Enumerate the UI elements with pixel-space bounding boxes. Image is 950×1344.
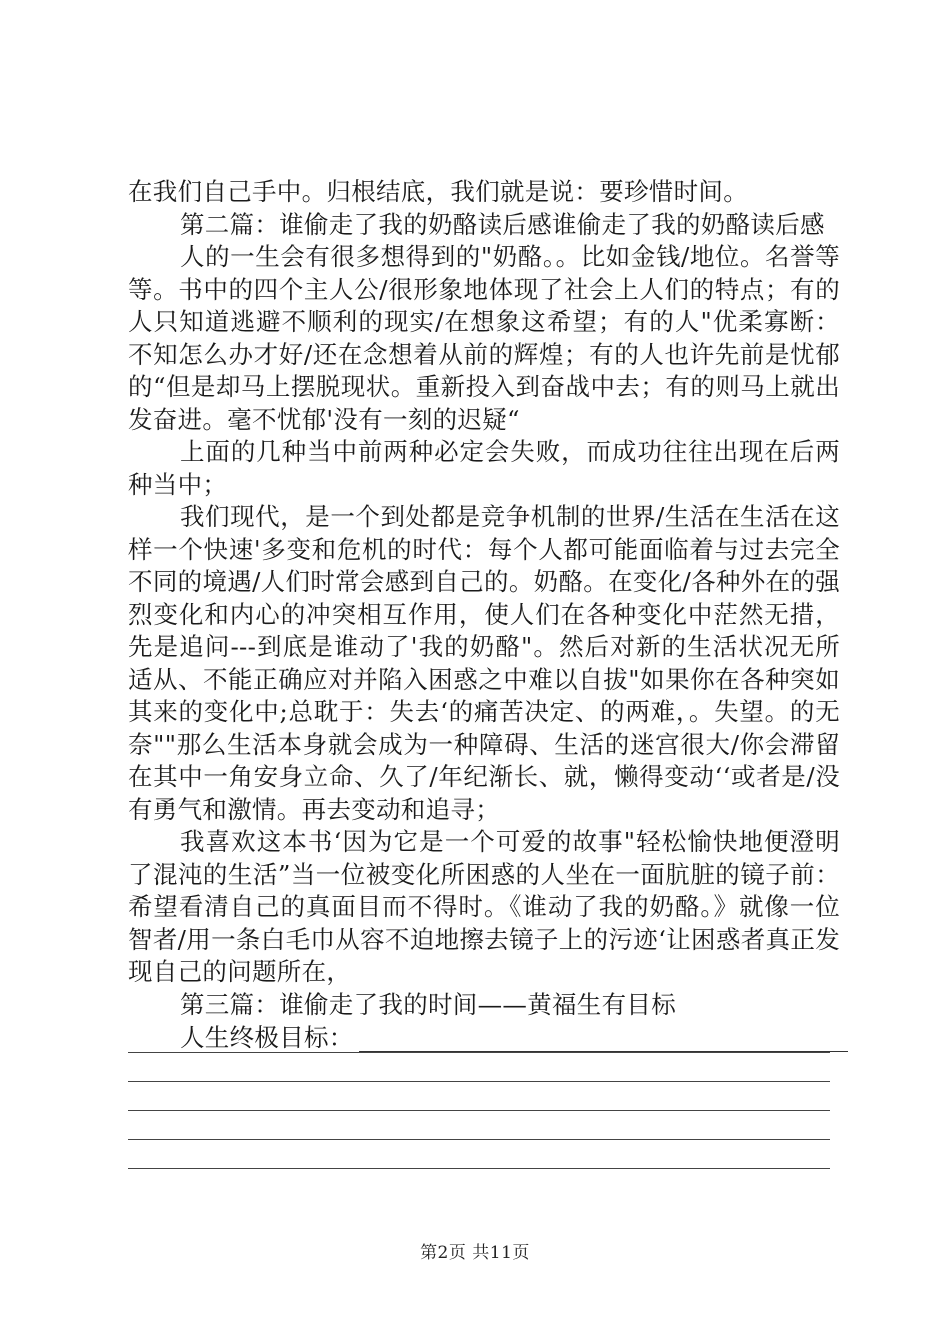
- life-goal-line: [128, 1022, 840, 1056]
- blank-line: [128, 1082, 830, 1111]
- paragraph-modern-life: 我们现代，是一个到处都是竞争机制的世界/生活在生活在这样一个快速'多变和危机的时代：每个人都可能面临着与过去完全不同的境遇/人们时常会感到自己的。奶酪。在变化/各种外在的强烈变化和内心的冲突相互作用，使人们在各种变化中茫然无措，先是追问---到底是谁动了'我的奶酪"。然后对新的生活状况无所适从、不能正确应对并陷入困惑之中难以自拔"如果你在各种突如其来的变化中;总耽于：失去‘的痛苦决定、的两难，。失望。的无奈""那么生活本身就会成为一种障碍、生活的迷宫很大/你会滞留在其中一角安身立命、久了/年纪渐长、就，懒得变动‘‘或者是/没有勇气和激情。再去变动和追寻；: [128, 502, 840, 824]
- blank-line: [128, 1053, 830, 1082]
- paragraph-success: 上面的几种当中前两种必定会失败，而成功往往出现在后两种当中；: [128, 437, 840, 499]
- body-text: [128, 176, 840, 1056]
- section-heading-3: 第三篇：谁偷走了我的时间——黄福生有目标: [180, 989, 676, 1019]
- page-footer: 第2页 共11页: [420, 1243, 530, 1263]
- blank-line: [128, 1111, 830, 1140]
- paragraph-cheese-people: 人的一生会有很多想得到的"奶酪。。比如金钱/地位。名誉等等。书中的四个主人公/很形象地体现了社会上人们的特点；有的人只知道逃避不顺利的现实/在想象这希望；有的人"优柔寡断：不知怎么办才好/还在念想着从前的辉煌；有的人也许先前是忧郁的“但是却马上摆脱现状。重新投入到奋战中去；有的则马上就出发奋进。毫不忧郁'没有一刻的迟疑“: [128, 242, 840, 434]
- paragraph-like-book: 我喜欢这本书‘因为它是一个可爱的故事"轻松愉快地便澄明了混沌的生活”当一位被变化所困惑的人坐在一面肮脏的镜子前：希望看清自己的真面目而不得时。《谁动了我的奶酪。》就像一位智者/用一条白毛巾从容不迫地擦去镜子上的污迹‘让困惑者真正发现自己的问题所在，: [128, 827, 840, 986]
- paragraph-continuation: 在我们自己手中。归根结底，我们就是说：要珍惜时间。: [128, 177, 748, 206]
- life-goal-label: 人生终极目标：: [180, 1023, 354, 1052]
- blank-writing-lines: [128, 1052, 830, 1169]
- section-heading-2: 第二篇：谁偷走了我的奶酪读后感谁偷走了我的奶酪读后感: [180, 209, 825, 239]
- blank-line: [128, 1140, 830, 1169]
